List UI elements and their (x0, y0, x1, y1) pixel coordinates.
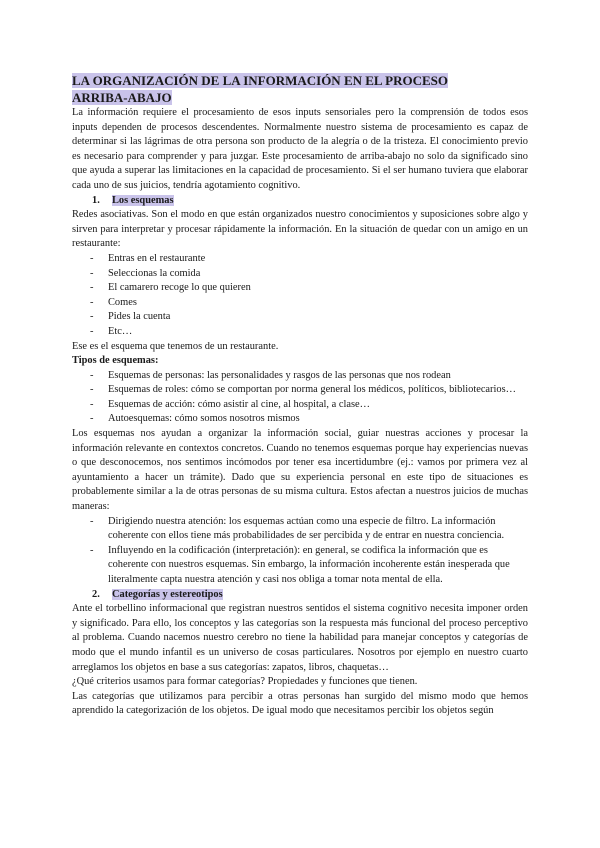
title-line-2: ARRIBA-ABAJO (72, 90, 172, 105)
schema-types-list (72, 369, 528, 427)
document-body (72, 72, 528, 719)
list-item: - Etc… (72, 325, 528, 340)
list-item: - Dirigiendo nuestra atención: los esquemas actúan como una especie de filtro. La información coherente con ellos tiene más probabilidades de ser percibida y de entrar en nuestra conciencia. (72, 515, 528, 544)
section-2-heading (72, 588, 528, 603)
section-2-question: ¿Qué criterios usamos para formar categorías? Propiedades y funciones que tienen. (72, 676, 418, 688)
section-1-number: 1. (92, 194, 100, 206)
schema-effects-list (72, 515, 528, 588)
list-item: - Esquemas de personas: las personalidades y rasgos de las personas que nos rodean (72, 369, 528, 384)
section-1-paragraph-2: Ese es el esquema que tenemos de un restaurante. (72, 340, 279, 352)
intro-paragraph: La información requiere el procesamiento de esos inputs sensoriales pero la comprensión de todos esos inputs dependen de procesos descendentes. Normalmente nuestro sistema de procesamiento es capaz de determinar si las lágrimas de otra persona son producto de la alegría o de la tristeza. El conocimiento previo es necesario para comprender y para juzgar. Este procesamiento de arriba-abajo no solo da significado sino que ayuda a superar las limitaciones en la capacidad de procesamiento. Si el ser humano tuviera que elaborar cada uno de sus juicios, tendría agotamiento cognitivo. (72, 107, 528, 191)
section-1-title: Los esquemas (112, 194, 174, 206)
list-item: - El camarero recoge lo que quieren (72, 281, 528, 296)
list-item: - Entras en el restaurante (72, 252, 528, 267)
section-1-heading (72, 194, 528, 209)
section-2-paragraph-1: Ante el torbellino informacional que registran nuestros sentidos el sistema cognitivo necesita imponer orden y significado. Para ello, los conceptos y las categorías son la respuesta más funcional del proceso perceptivo al problema. Cuando nacemos nuestro cerebro no tiene la habilidad para manejar conceptos y categorías de modo que el mundo infantil es un universo de cosas particulares. Nosotros por ejemplo en nuestro cuarto arreglamos los objetos en base a sus categorías: zapatos, libros, chaquetas… (72, 603, 528, 673)
list-item: - Seleccionas la comida (72, 267, 528, 282)
section-2-title: Categorías y estereotipos (112, 588, 223, 600)
list-item: - Esquemas de roles: cómo se comportan por norma general los médicos, políticos, bibliotecarios… (72, 383, 528, 398)
list-item: - Autoesquemas: cómo somos nosotros mismos (72, 412, 528, 427)
title-line-1: LA ORGANIZACIÓN DE LA INFORMACIÓN EN EL PROCESO (72, 73, 448, 88)
list-item: - Comes (72, 296, 528, 311)
schema-types-heading: Tipos de esquemas: (72, 355, 159, 367)
section-2-paragraph-2: Las categorías que utilizamos para percibir a otras personas han surgido del mismo modo que hemos aprendido la categorización de los objetos. De igual modo que necesitamos percibir los objetos según (72, 690, 528, 717)
list-item: - Pides la cuenta (72, 310, 528, 325)
document-title (72, 72, 528, 106)
section-1-paragraph-3: Los esquemas nos ayudan a organizar la información social, guiar nuestras acciones y procesar la información relevante en contextos concretos. Cuando no tenemos esquemas porque hay experiencias nuevas o que desconocemos, nos sentimos incómodos por tener esa incertidumbre (ej.: vamos por primera vez al ayuntamiento a hacer un trámite). Dado que su experiencia personal en este tipo de situaciones es probablemente similar a la de otras personas de su misma cultura. Estos afectan a nuestros juicios de muchas maneras: (72, 428, 528, 513)
restaurant-steps-list (72, 252, 528, 340)
list-item: - Influyendo en la codificación (interpretación): en general, se codifica la información que es coherente con nuestros esquemas. Sin embargo, la información incoherente están inesperada que literalmente capta nuestra atención y casi nos obliga a tomar nota mental de ella. (72, 544, 528, 588)
list-item: - Esquemas de acción: cómo asistir al cine, al hospital, a clase… (72, 398, 528, 413)
section-2-number: 2. (92, 588, 100, 600)
section-1-paragraph-1: Redes asociativas. Son el modo en que están organizados nuestro conocimientos y suposiciones sobre algo y sirven para interpretar y procesar rápidamente la información. En la situación de quedar con un amigo en un restaurante: (72, 209, 528, 250)
